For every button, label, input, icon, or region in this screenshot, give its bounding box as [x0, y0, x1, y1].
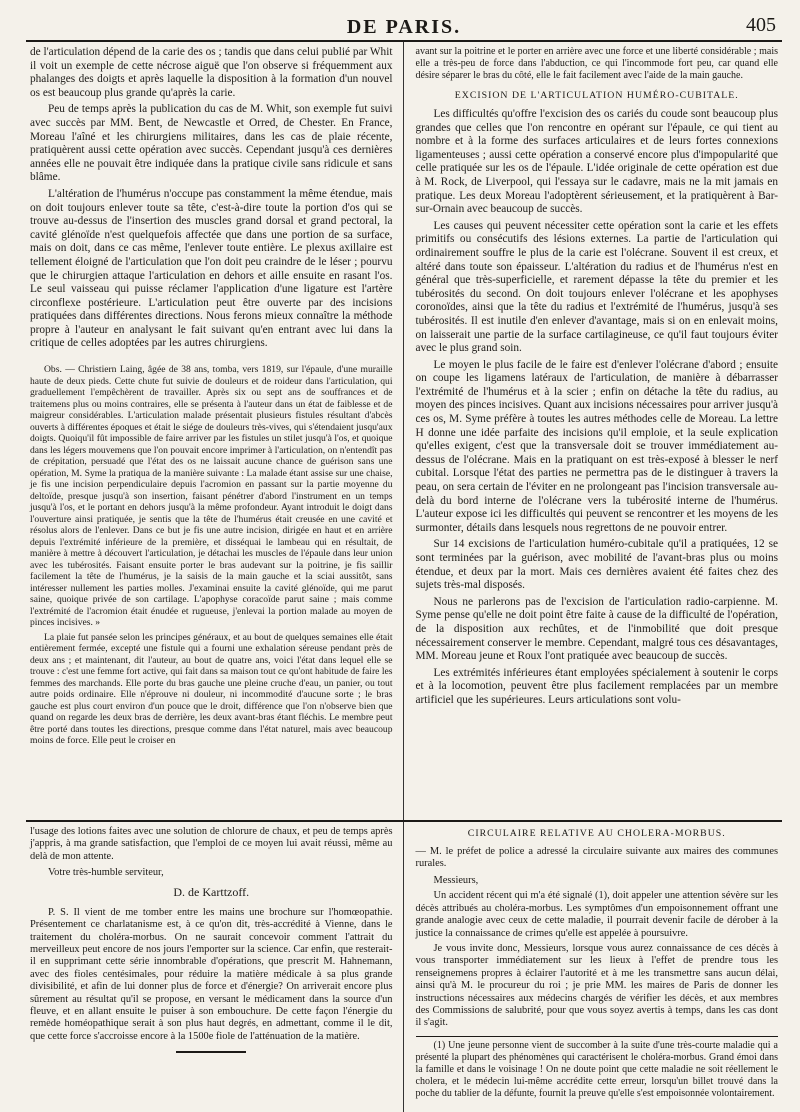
- paragraph: Je vous invite donc, Messieurs, lorsque vous aurez connaissance de ces décès à vous transporter immédiatement sur les lieux à l'effet de prendre tous les renseignemens propres à éclairer l'autorité et à me les transmettre sans aucun délai, ainsi qu'à M. le procureur du roi ; je prie MM. les maires de Paris de donner les instructions nécessaires aux médecins chargés de vérifier les décès, et aux membres des Commissions de salubrité, pour que vous soyez avertis à temps, dans les cas dont il s'agit.: [415, 943, 778, 1029]
- paragraph: Le moyen le plus facile de le faire est d'enlever l'olécrane d'abord ; ensuite on coupe les ligamens latéraux de l'articulation, de manière à débarrasser l'extrémité de l'humérus et à la scier ; enfin on détache la tête du radius, au moyen des pinces incisives. Quant aux incisions nécessaires pour arriver jusqu'à ces os, M. Syme préfère à toutes les autres méthodes celle de Moreau. La lettre H donne une idée parfaite des incisions qu'il emploie, et la seule explication qu'elles exigent, c'est que la transversale doit se trouver immédiatement au-dessus de l'olécrane. Mais en la pratiquant on est très-exposé à blesser le nerf cubital. Lorsque l'état des parties ne permettra pas de le distinguer à travers la peau, on sera certain de l'éviter en ne prolongeant pas l'incision transversale au-delà du bord interne de l'olécrane vers la tubérosité interne de l'humérus. L'auteur expose ici les difficultés qui peuvent se rencontrer et les moyens de les surmonter, détails dans lesquels nous regrettons de ne pouvoir entrer.: [415, 358, 778, 534]
- observation-paragraph: Obs. — Christiern Laing, âgée de 38 ans, tomba, vers 1819, sur l'épaule, d'une muraille haute de deux pieds. Cette chute fut suivie de douleurs et de roideur dans l'articulation, qui graduellement l'empêchèrent de travailler. Après six ou sept ans de souffrances et de traitemens plus ou moins contraires, elle se présenta à l'auteur dans un état de faiblesse et de maigreur considérables. L'articulation malade présentait plusieurs fistules résultant d'abcès ouverts à différentes époques et était le siége de douleurs très-vives, qui s'étendaient jusqu'aux doigts. Quoiqu'il fût impossible de faire arriver par les fistules un stilet jusqu'à l'os, et quoique dans les légers mouvemens que l'on pouvait encore imprimer à l'articulation, on n'entendît pas de crépitation, persuadé que l'état des os ne laissait aucune chance de guérison sans une opération, M. Syme la pratiqua de la manière suivante : La malade étant assise sur une chaise, je fis une incision perpendiculaire depuis l'acromion en passant sur la partie moyenne du deltoïde, presque jusqu'à son insertion, faisant pénétrer d'abord l'instrument en un temps jusqu'à l'os, et le portant en dehors jusqu'à la même profondeur. Ayant introduit le doigt dans l'ouverture ainsi pratiquée, je sentis que la tête de l'humérus était creusée en une cavité et résolus alors de l'enlever. Dans ce but je fis une autre incision, dirigée en haut et en arrière depuis l'extrémité inférieure de la première, et disséquai le lambeau qui en résultait, de manière à mettre à découvert l'articulation, je détachai les muscles de l'épaule dans leur union avec les tubérosités. Faisant ensuite porter le bras audevant sur la poitrine, je fis saillir facilement la tête de l'humérus, je la saisis de la main gauche et la sciai aussitôt, sans intéresser nullement les parties molles. J'examinai ensuite la cavité glénoïde, qui me parut saine, quoique privée de son cartilage. L'apophyse coracoïde parut saine ; mais comme l'extrémité de l'acromion était énudée et rugueuse, j'enlevai la portion malade au moyen de pinces incisives. »: [30, 364, 393, 629]
- observation-paragraph: La plaie fut pansée selon les principes généraux, et au bout de quelques semaines elle était entièrement fermée, excepté une fistule qui a fourni une exhalation séreuse pendant près de deux ans ; et maintenant, dit l'auteur, au bout de quatre ans, voici l'état dans lequel elle se trouve : c'est une femme fort active, qui fait dans sa maison tout ce qu'ont habitude de faire les femmes des marchands. Elle porte du bras gauche une pleine cruche d'eau, un panier, ou tout autre poids ordinaire. Elle n'éprouve ni douleur, ni incommodité d'aucune sorte ; le bras gauche est plus court environ d'un pouce que le droit, différence que l'on n'observe bien que quand on regarde les deux bras de derrière, les deux avant-bras étant fléchis. Le membre peut être porté dans toutes les directions, presque comme dans l'état naturel, mais avec beaucoup moins de force. Elle peut le croiser en: [30, 631, 393, 747]
- paragraph: L'altération de l'humérus n'occupe pas constamment la même étendue, mais on doit toujours enlever toute sa tête, c'est-à-dire toute la portion d'os qui se trouve au-dessus de l'insertion des muscles grand dorsal et grand pectoral, la cavité glénoïde n'est quelquefois affectée que dans une portion de sa surface, mais on doit, dans ce cas même, l'enlever toute entière. Le plexus axillaire est tellement éloigné de l'articulation que l'on doit peu craindre de le léser ; pourvu que le chirurgien attaque l'articulation en dehors et aille ensuite en rasant l'os. Le seul vaisseau qui puisse réclamer l'application d'une ligature est l'artère circonflexe postérieure. L'articulation peut être ouverte par des incisions pratiquées dans différentes directions. Nous ferons mieux connaître la méthode propre à l'auteur en analysant le fait suivant qu'en entrant avec lui dans la critique de celles adoptées par les autres chirurgiens.: [30, 187, 393, 350]
- right-column: [403, 42, 783, 820]
- signature: D. de Karttzoff.: [173, 884, 250, 899]
- paragraph: de l'articulation dépend de la carie des os ; tandis que dans celui publié par Whit il voit un exemple de cette nécrose aiguë que l'on observe si fréquemment aux phalanges des doigts et après laquelle la disposition à la formation d'un nouvel os est beaucoup plus grande qu'après la carie.: [30, 46, 393, 99]
- closing-rule: [176, 1051, 246, 1053]
- closing-line: Votre très-humble serviteur,: [48, 867, 164, 879]
- paragraph: avant sur la poitrine et le porter en arrière avec une force et une liberté considérable ; mais elle a très-peu de force dans l'abduction, ce qui l'incommode fort peu, car quand elle désire séparer le bras du côté, elle le fait facilement avec l'aide de la main gauche.: [415, 46, 778, 81]
- lower-section: [26, 820, 782, 1112]
- section-title: EXCISION DE L'ARTICULATION HUMÉRO-CUBITALE.: [454, 90, 739, 101]
- running-title: DE PARIS.: [346, 16, 462, 38]
- paragraph: l'usage des lotions faites avec une solution de chlorure de chaux, et peu de temps après j'appris, à ma grande satisfaction, que l'emploi de ce moyen lui avait réussi, même au delà de mon attente.: [30, 826, 393, 862]
- paragraph: Nous ne parlerons pas de l'excision de l'articulation radio-carpienne. M. Syme pense qu'elle ne doit point être faite à cause de la difficulté de l'opération, de la disposition aux rechûtes, et de l'inmobilité que doit presque nécessairement conserver le membre. Cependant, malgré tous ces désavantages, MM. Moreau jeune et Roux l'ont pratiquée avec beaucoup de succès.: [415, 595, 778, 663]
- spacer: [30, 354, 393, 364]
- salutation: Messieurs,: [433, 874, 479, 886]
- paragraph: Peu de temps après la publication du cas de M. Whit, son exemple fut suivi avec succès par MM. Bent, de Newcastle et Orred, de Chester. En France, Moreau l'aîné et les chirurgiens militaires, dans les cas de plaie récente, pratiquèrent aussi cette opération avec succès. Cependant jusqu'à ces dernières années elle ne pouvait être indiquée dans la pratique civile sans ridicule et sans blâme.: [30, 103, 393, 184]
- paragraph: Les extrémités inférieures étant employées spécialement à soutenir le corps et à la locomotion, peuvent être plus facilement remplacées par un membre artificiel que les supérieures. Leurs articulations sont volu-: [415, 666, 778, 706]
- left-column: [26, 42, 403, 820]
- paragraph: — M. le préfet de police a adressé la circulaire suivante aux maires des communes rurales.: [415, 846, 778, 870]
- page-number: 405: [746, 14, 776, 36]
- lower-right-column: [403, 822, 783, 1112]
- paragraph: Un accident récent qui m'a été signalé (1), doit appeler une attention sévère sur les décès attribués au choléra-morbus. Les symptômes d'un empoisonnement offrant une grande analogie avec ceux de cette maladie, il pourrait devenir facile de dérober à la justice la connaissance de crimes qu'elle est appelée à poursuivre.: [415, 890, 778, 939]
- postscript: P. S. Il vient de me tomber entre les mains une brochure sur l'homœopathie. Présentement ce charlatanisme est, à ce qu'on dit, très-accrédité à Vienne, dans le traitement du choléra-morbus. On ne saurait concevoir comment l'attrait du merveilleux peut encore de nos jours l'emporter sur la science. Car enfin, que resterait-il en supprimant cette série innombrable d'opérations, que prescrit M. Hahnemann, avec des fioles centésimales, pour réduire la matière médicale à sa plus grande divisibilité, et afin de lui donner plus de force et d'énergie? On arriverait encore plus sûrement au résultat qu'il se propose, en versant le médicament dans la source d'un fleuve, et en allant ensuite le puiser à son embouchure. De cette façon l'énergie du remède homéopathique serait à son plus haut degrés, en admettant, comme il le dit, que cette force s'accroisse encore à la 1500e fiole de l'atténuation de la matière.: [30, 906, 393, 1042]
- footnote-text: (1) Une jeune personne vient de succomber à la suite d'une très-courte maladie qui a présenté la plupart des phénomènes qui caractérisent le choléra-morbus. Grand émoi dans la famille et dans le voisinage ! On ne doute point que cette maladie ne soit réellement le cholera, et le médecin lui-même accrédite cette erreur, lorsqu'un billet trouvé dans la poche du tablier de la défunte, fournit la preuve qu'elle s'est empoisonnée volontairement.: [415, 1039, 778, 1099]
- paragraph: Sur 14 excisions de l'articulation huméro-cubitale qu'il a pratiquées, 12 se sont terminées par la guérison, avec mobilité de l'avant-bras plus ou moins étendue, et deux par la mort. Mais ces dernières avaient été faites chez des sujets très-mal disposés.: [415, 538, 778, 592]
- section-title: CIRCULAIRE RELATIVE AU CHOLERA-MORBUS.: [467, 828, 726, 839]
- lower-left-column: [26, 822, 403, 1112]
- footnote: [416, 1036, 779, 1100]
- paragraph: Les difficultés qu'offre l'excision des os cariés du coude sont beaucoup plus grandes que celles que l'on rencontre en opérant sur l'épaule, ce qui tient au nombre et à la forme des surfaces articulaires et de leurs fortes connexions ligamenteuses ; aussi cette opération a conservé encore plus d'impopularité que celle pratiquée sur les os de l'épaule. L'idée originale de cette opération est due à M. Rock, de Liverpool, qui l'essaya sur le cadavre, mais ne la mit jamais en pratique. Les deux Moreau l'adoptèrent sérieusement, et la pratiquèrent à Bar-sur-Ornain avec beaucoup de succès.: [415, 108, 778, 216]
- page-header: [26, 6, 782, 42]
- paragraph: Les causes qui peuvent nécessiter cette opération sont la carie et les effets primitifs ou consécutifs des lésions externes. La partie de l'articulation qui ordinairement souffre le plus de la carie est l'olécrane. Souvent il est creux, et altéré dans toute son épaisseur. L'altération du radius et de l'humérus n'est en général que très-superficielle, et rarement dépasse la tête du premier et les tubérosités du second. On doit toujours enlever l'olécrane et les apophyses coronoïdes, ainsi que la tête du radius et l'extrémité de l'humérus, jusqu'à ses tubérosités. Il est inutile d'en enlever d'avantage, mais si on en enlevait moins, on laisserait une partie de la surface cartilagineuse, ce qu'il faut toujours éviter avec le plus grand soin.: [415, 219, 778, 355]
- upper-section: [26, 42, 782, 820]
